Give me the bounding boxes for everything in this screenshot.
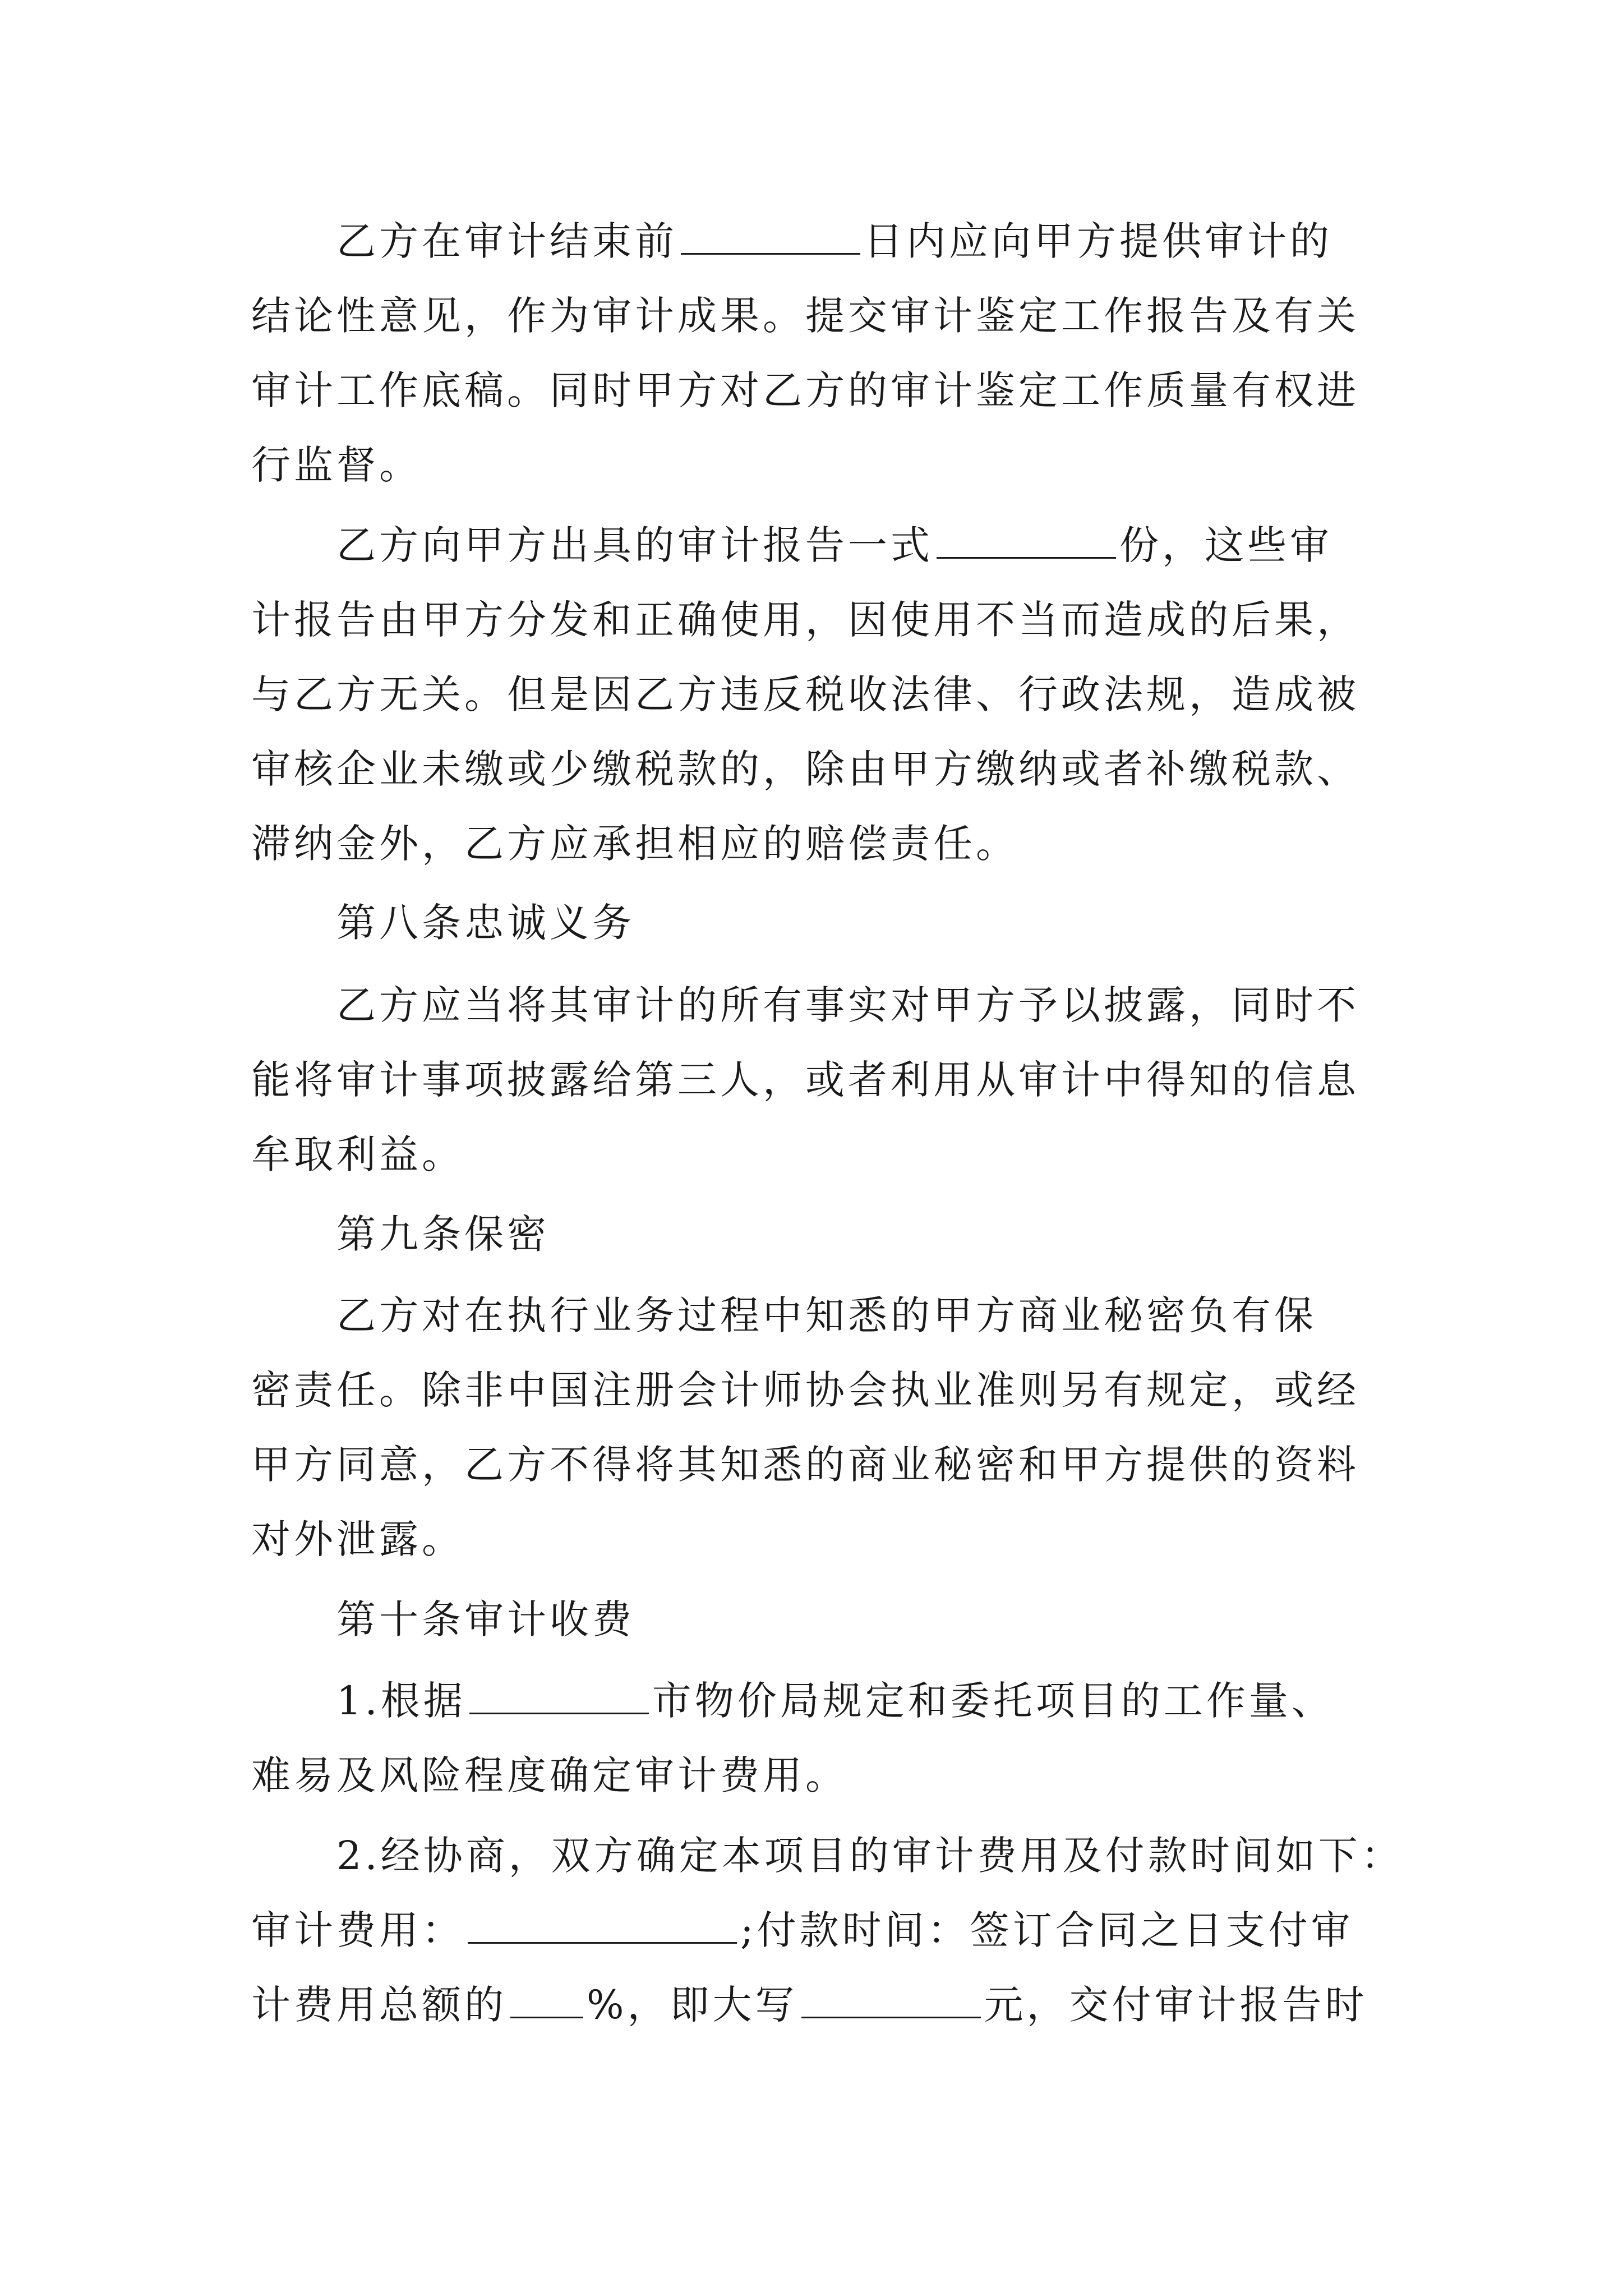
text-span: 乙方向甲方出具的审计报告一式 xyxy=(336,522,933,568)
fill-blank-fee xyxy=(468,1908,737,1944)
p2-line-4: 审核企业未缴或少缴税款的，除由甲方缴纳或者补缴税款、 xyxy=(251,746,1359,792)
p6-line-2 xyxy=(251,1899,1354,1961)
text-span: 元，交付审计报告时 xyxy=(984,1982,1368,2028)
fill-blank-city xyxy=(469,1679,649,1714)
p5-line-2: 难易及风险程度确定审计费用。 xyxy=(251,1752,848,1798)
p3-line-1: 乙方应当将其审计的所有事实对甲方予以披露，同时不 xyxy=(336,982,1359,1028)
text-span: 审计费用： xyxy=(251,1907,464,1953)
p3-line-3: 牟取利益。 xyxy=(251,1131,464,1177)
article-9-heading: 第九条保密 xyxy=(336,1211,550,1257)
text-span: 乙方在审计结束前 xyxy=(336,218,677,264)
fill-blank-amount xyxy=(801,1983,981,2018)
p4-line-3: 甲方同意，乙方不得将其知悉的商业秘密和甲方提供的资料 xyxy=(251,1442,1359,1488)
p2-line-3: 与乙方无关。但是因乙方违反税收法律、行政法规，造成被 xyxy=(251,671,1359,717)
fill-blank-copies xyxy=(937,523,1116,559)
text-span: %，即大写 xyxy=(587,1982,798,2028)
text-span: 市物价局规定和委托项目的工作量、 xyxy=(652,1678,1334,1724)
text-span: 1.根据 xyxy=(336,1678,466,1724)
text-span: ;付款时间：签订合同之日支付审 xyxy=(740,1907,1354,1953)
text-span: 日内应向甲方提供审计的 xyxy=(864,218,1332,264)
fill-blank-percent xyxy=(510,1983,583,2018)
article-10-heading: 第十条审计收费 xyxy=(336,1596,635,1642)
p1-line-4: 行监督。 xyxy=(251,442,422,488)
p4-line-1: 乙方对在执行业务过程中知悉的甲方商业秘密负有保 xyxy=(336,1292,1317,1338)
p1-line-1 xyxy=(336,210,1332,272)
fill-blank-days xyxy=(681,219,860,255)
p3-line-2: 能将审计事项披露给第三人，或者利用从审计中得知的信息 xyxy=(251,1057,1359,1103)
p4-line-2: 密责任。除非中国注册会计师协会执业准则另有规定，或经 xyxy=(251,1367,1359,1413)
p2-line-5: 滞纳金外，乙方应承担相应的赔偿责任。 xyxy=(251,821,1018,867)
p6-line-1: 2.经协商，双方确定本项目的审计费用及付款时间如下： xyxy=(336,1833,1404,1879)
p1-line-2: 结论性意见，作为审计成果。提交审计鉴定工作报告及有关 xyxy=(251,293,1359,339)
p5-line-1 xyxy=(336,1670,1334,1732)
article-8-heading: 第八条忠诚义务 xyxy=(336,900,635,946)
p2-line-1 xyxy=(336,514,1332,576)
p2-line-2: 计报告由甲方分发和正确使用，因使用不当而造成的后果， xyxy=(251,597,1359,643)
text-span: 计费用总额的 xyxy=(251,1982,507,2028)
p1-line-3: 审计工作底稿。同时甲方对乙方的审计鉴定工作质量有权进 xyxy=(251,367,1359,413)
text-span: 份，这些审 xyxy=(1119,522,1332,568)
p4-line-4: 对外泄露。 xyxy=(251,1516,464,1562)
p6-line-3 xyxy=(251,1974,1368,2036)
